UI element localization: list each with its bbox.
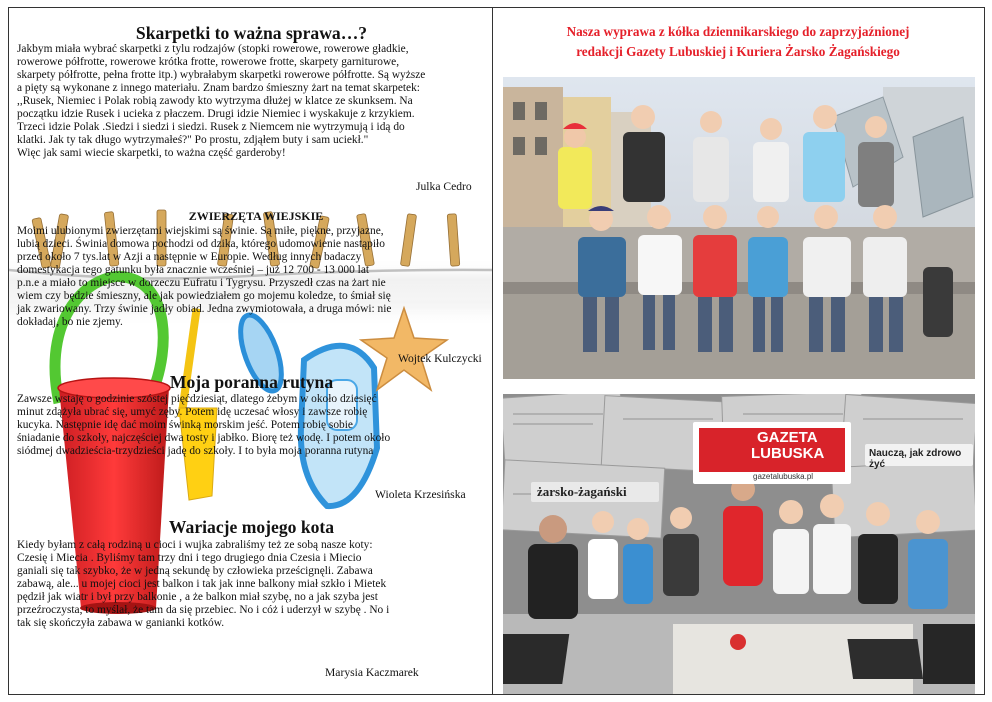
article-author-animals: Wojtek Kulczycki — [398, 352, 482, 365]
text-line: Zawsze wstaję o godzinie szóstej pięćdziesiąt, dlatego żebym w około dziesięć — [17, 393, 377, 405]
text-line: początku idzie Rusek i ucieka z płaczem. Drugi idzie Niemiec i wyskakuje z krzykiem. — [17, 108, 415, 120]
text-line: kucyka. Następnie idę dać moim świnką morskim jeść. Potem robię sobie — [17, 419, 353, 431]
text-line: śniadanie do szkoły, najczęściej dwa tosty i jabłko. Biorę też wodę. I potem około — [17, 432, 391, 444]
article-title-routine: Moja poranna rutyna — [169, 372, 334, 392]
text-line: dokładaj, bo nie zjemy. — [17, 316, 123, 328]
text-line: rowerowe półfrotte, rowerowe krótka frotte, rowerowe frotte, skarpety garniturowe, — [17, 56, 400, 68]
text-line: Więc jak sami wiecie skarpetki, to ważna część garderoby! — [17, 147, 286, 159]
website-label: gazetalubuska.pl — [753, 472, 814, 481]
article-body-socks — [17, 43, 487, 160]
headline-sign — [865, 444, 973, 470]
group-photo-fountain — [503, 77, 975, 379]
text-line: tak się skończyła zabawa w ganianki kotków. — [17, 617, 225, 629]
text-line: Moimi ulubionymi zwierzętami wiejskimi są świnie. Są miłe, piękne, przyjazne, — [17, 225, 384, 237]
text-line: ,,Rusek, Niemiec i Polak robią zawody kto wytrzyma dłużej w klatce ze skunksem. Na — [17, 95, 413, 107]
article-body-cat — [17, 539, 489, 630]
text-line: domestykacja tego gatunku była znacznie wcześniej – już 12 700 - 13 000 lat — [17, 264, 370, 276]
text-line: minut zdążyła ubrać się, umyć zęby. Potem idę uczesać włosy i zawsze robię — [17, 406, 368, 418]
text-line: a pięty są wykonane z innego materiału. Znam bardzo śmieszny żart na temat skarpetek: — [17, 82, 420, 94]
text-line: Kiedy byłam z całą rodziną u cioci i wujka zabraliśmy też ze sobą nasze koty: — [17, 539, 373, 551]
text-line: siódmej dwadzieścia-trzydzieści jadę do szkoły. I to była moja poranna rutyna — [17, 445, 374, 457]
text-line: Jakbym miała wybrać skarpetki z tylu rodzajów (stopki rowerowe, rowerowe gładkie, — [17, 43, 409, 55]
text-line: przed około 7 tys.lat w Azji a następnie w Europie. Według innych badaczy — [17, 251, 362, 263]
articles-column — [8, 7, 493, 695]
kurier-label: żarsko-żagański — [537, 484, 627, 499]
article-body-animals — [17, 225, 489, 329]
text-line: klatki. Jak ty tak długo wytrzymałeś?" Po prostu, zdjąłem buty i sam uciekł." — [17, 134, 369, 146]
article-title-socks: Skarpetki to ważna sprawa…? — [135, 23, 368, 43]
gazeta-lubuska-sign — [693, 422, 851, 484]
kurier-sign — [531, 482, 659, 502]
article-author-routine: Wioleta Krzesińska — [375, 488, 466, 501]
text-line: pędził jak wiatr i był przy balkonie , a że balkon miał szybę, no a jak szyba jest — [17, 591, 378, 603]
headline-label: Nauczą, jak zdrowo żyć — [869, 448, 962, 470]
brand-line-2: LUBUSKA — [751, 445, 825, 462]
text-line: przeźroczysta, to myślał, że tam da się przebiec. No i cóż i uderzył w szybę . No i — [17, 604, 390, 616]
article-author-socks: Julka Cedro — [416, 180, 472, 193]
trip-heading — [505, 22, 971, 62]
text-line: jak zwariowany. Trzy świnie jadły obiad. Jedna zwymiotowała, a druga mówi: nie — [17, 303, 392, 315]
text-line: wiem czy będzie śmieszny, ale jak powiedziałem go mojemu koledze, to śmiał się — [17, 290, 391, 302]
article-title-animals: ZWIERZĘTA WIEJSKIE — [188, 209, 324, 223]
article-title-cat: Wariacje mojego kota — [168, 517, 335, 537]
group-photo-newsroom — [503, 394, 975, 695]
fountain-photo-drawing — [503, 77, 975, 379]
article-author-cat: Marysia Kaczmarek — [325, 666, 419, 679]
text-line: skarpety półfrotte, pełna frotte itp.) wybrałabym skarpetki rowerowe półfrotte. Są wyższe — [17, 69, 426, 81]
brand-line-1: GAZETA — [757, 429, 818, 446]
article-body-routine — [17, 393, 489, 458]
text-line: Czesię i Miecia . Byliśmy tam trzy dni i tego drugiego dnia Czesia i Miecio — [17, 552, 362, 564]
photo-column — [493, 7, 985, 695]
text-line: lubią dzieci. Świnia domowa pochodzi od dzika, którego udomowienie nastąpiło — [17, 238, 385, 250]
text-line: zabawą, ale... u mojej cioci jest balkon i tak jak inne balkony miał szkło i Mietek — [17, 578, 387, 590]
heading-line: Nasza wyprawa z kółka dziennikarskiego do zaprzyjaźnionej — [566, 24, 910, 39]
text-line: p.n.e a miało to miejsce w dorzeczu Eufratu i Tygrysu. Przyszedł czas na żart nie — [17, 277, 386, 289]
text-line: Trzeci idzie Polak .Siedzi i siedzi i siedzi. Rusek z Niemcem nie wytrzymują i idą do — [17, 121, 405, 133]
heading-line: redakcji Gazety Lubuskiej i Kuriera Żarsko Żagańskiego — [576, 44, 900, 59]
text-line: ganiali się tak szybko, że w jedną sekundę by człowieka prześcignęli. Zabawa — [17, 565, 373, 577]
